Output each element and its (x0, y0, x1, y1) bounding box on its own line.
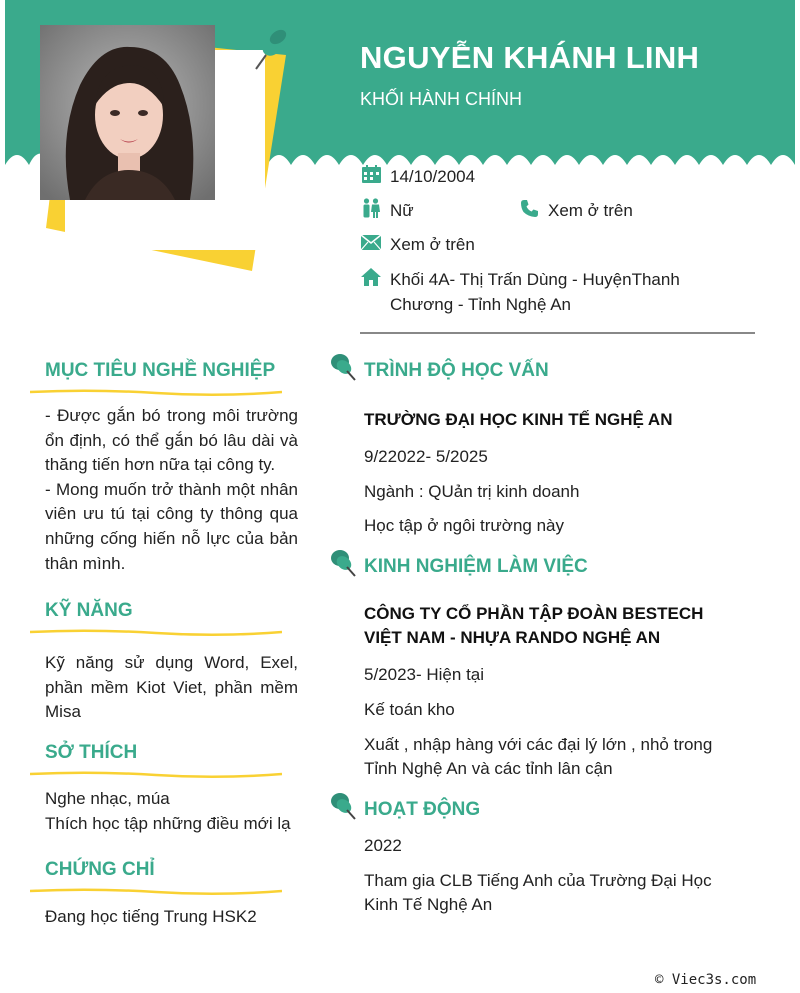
education-major: Ngành : QUản trị kinh doanh (364, 482, 580, 501)
candidate-name: NGUYỄN KHÁNH LINH (360, 40, 700, 75)
heading-underline (30, 888, 282, 896)
address-line-1: Khối 4A- Thị Trấn Dùng - HuyệnThanh (390, 270, 680, 289)
birthdate-row (360, 164, 475, 189)
experience-heading: KINH NGHIỆM LÀM VIỆC (364, 556, 588, 577)
phone-icon (518, 198, 540, 218)
hobby-2: Thích học tập những điều mới lạ (45, 813, 291, 833)
hobbies-text (45, 787, 298, 836)
birthdate-text: 14/10/2004 (390, 167, 476, 186)
education-desc: Học tập ở ngôi trường này (364, 516, 564, 535)
candidate-department: KHỐI HÀNH CHÍNH (360, 89, 523, 109)
contact-divider (360, 332, 755, 334)
activities-desc: Tham gia CLB Tiếng Anh của Trường Đại Học Kinh Tế Nghệ An (364, 871, 712, 914)
experience-company: CÔNG TY CỔ PHẦN TẬP ĐOÀN BESTECH VIỆT NAM - NHỰA RANDO NGHỆ AN (364, 604, 704, 647)
photo-frame (40, 25, 290, 275)
pushpin-icon (329, 352, 357, 382)
experience-desc: Xuất , nhập hàng với các đại lý lớn , nhỏ trong Tỉnh Nghệ An và các tỉnh lân cận (364, 735, 713, 778)
activities-year: 2022 (364, 836, 402, 855)
address-text (390, 267, 680, 317)
hobby-1: Nghe nhạc, múa (45, 789, 170, 808)
career-objective-text (45, 404, 298, 576)
career-objective-line-1: - Được gắn bó trong môi trường ổn định, có thể gắn bó lâu dài và thăng tiến hơn nữa tại công ty. (45, 406, 298, 475)
gender-row (360, 198, 414, 223)
phone-row (518, 198, 633, 223)
footer-watermark: © Viec3s.com (655, 972, 757, 988)
heading-underline (30, 771, 282, 779)
activities-heading: HOẠT ĐỘNG (364, 799, 481, 820)
email-text: Xem ở trên (390, 235, 475, 254)
career-objective-line-2: - Mong muốn trở thành một nhân viên ưu tú tại công ty thông qua những cống hiến nỗ lực của bản thân mình. (45, 479, 298, 573)
address-line-2: Chương - Tỉnh Nghệ An (390, 295, 571, 314)
skills-text: Kỹ năng sử dụng Word, Exel, phần mềm Kiot Viet, phần mềm Misa (45, 653, 298, 722)
certificates-text: Đang học tiếng Trung HSK2 (45, 907, 257, 926)
pushpin-icon (250, 25, 290, 73)
calendar-icon (360, 164, 382, 184)
heading-underline (30, 629, 282, 637)
phone-text: Xem ở trên (548, 201, 633, 220)
education-period: 9/22022- 5/2025 (364, 447, 488, 466)
skills-heading: KỸ NĂNG (45, 600, 133, 621)
heading-underline (30, 389, 282, 397)
hobbies-heading: SỞ THÍCH (45, 742, 138, 763)
pushpin-icon (329, 548, 357, 578)
experience-role: Kế toán kho (364, 700, 455, 719)
gender-text: Nữ (390, 201, 414, 220)
experience-period: 5/2023- Hiện tại (364, 665, 485, 684)
education-school: TRƯỜNG ĐẠI HỌC KINH TẾ NGHỆ AN (364, 410, 673, 429)
pushpin-icon (329, 791, 357, 821)
email-icon (360, 232, 382, 252)
certificates-heading: CHỨNG CHỈ (45, 859, 155, 880)
email-row (360, 232, 475, 257)
address-row (360, 267, 680, 317)
education-heading: TRÌNH ĐỘ HỌC VẤN (364, 360, 549, 381)
avatar (40, 25, 215, 200)
home-icon (360, 267, 382, 287)
gender-icon (360, 198, 382, 218)
career-objective-heading: MỤC TIÊU NGHỀ NGHIỆP (45, 360, 276, 381)
